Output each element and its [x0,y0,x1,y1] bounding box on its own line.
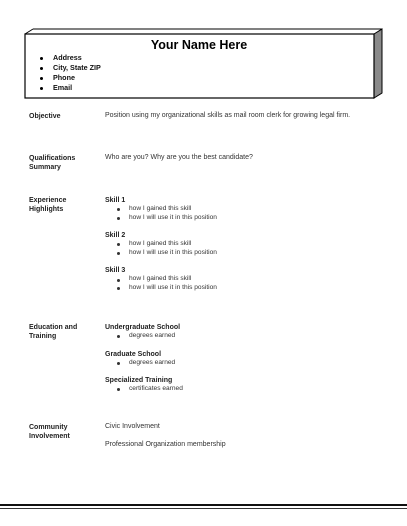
education-bullet: degrees earned [105,332,387,341]
skill-title: Skill 2 [105,232,126,240]
section-label-community: Community Involvement [29,424,70,441]
education-entry [105,323,387,341]
section-label-objective: Objective [29,113,61,120]
education-entry [105,350,387,368]
resume-name: Your Name Here [150,38,248,52]
skill-block [105,266,387,292]
objective-text: Position using my organizational skills as mail room clerk for growing legal firm. [105,112,351,119]
education-entry [105,376,387,394]
section-label-education: Education and Training [29,324,78,341]
qualifications-text: Who are you? Why are you the best candidate? [105,154,253,161]
skill-bullet: how I will use it in this position [105,284,387,293]
resume-header [24,28,386,103]
footer-rule-thin [0,508,407,509]
footer-rule [0,504,407,506]
contact-list [38,53,101,93]
skill-bullet: how I will use it in this position [105,249,387,258]
experience-content [105,196,387,293]
skill-block [105,231,387,257]
education-title: Specialized Training [105,377,173,385]
skill-title: Skill 1 [105,197,126,204]
community-line: Civic Involvement [105,423,160,430]
contact-email: Email [38,83,101,93]
skill-block [105,196,387,222]
skill-bullet: how I gained this skill [105,205,387,214]
education-bullet: certificates earned [105,385,387,394]
skill-title: Skill 3 [105,267,126,275]
community-line: Professional Organization membership [105,440,226,448]
section-label-qualifications: Qualifications Summary [29,155,76,172]
education-content [105,323,387,394]
section-label-experience: Experience Highlights [29,197,67,214]
education-title: Undergraduate School [105,324,181,331]
skill-bullet: how I gained this skill [105,275,387,284]
community-content [105,423,387,450]
contact-city-state-zip: City, State ZIP [38,63,101,73]
skill-bullet: how I will use it in this position [105,214,387,223]
contact-phone: Phone [38,73,101,83]
education-bullet: degrees earned [105,359,387,368]
contact-address: Address [38,53,101,63]
education-title: Graduate School [105,350,162,358]
skill-bullet: how I gained this skill [105,240,387,249]
